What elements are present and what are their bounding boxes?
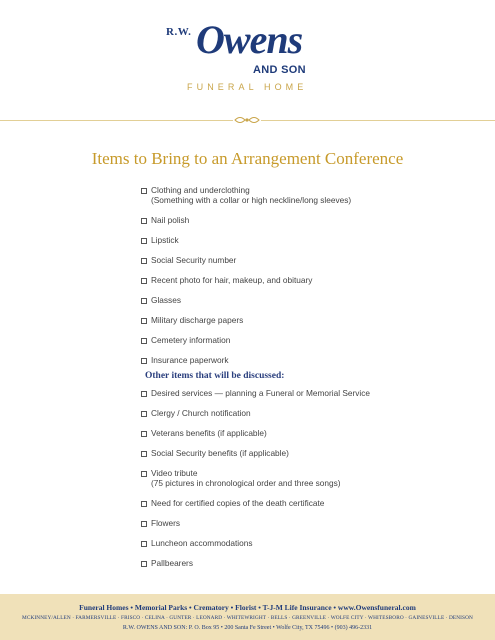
checklist-item	[141, 355, 441, 365]
checklist-item-text: Glasses	[151, 295, 181, 305]
checklist-item	[141, 335, 441, 345]
checklist-item-text: Veterans benefits (if applicable)	[151, 428, 267, 438]
checklist-item	[141, 215, 441, 225]
items-discussed-list	[141, 388, 441, 568]
logo-funeral-home: FUNERAL HOME	[187, 82, 308, 92]
checklist-item-subtext: (75 pictures in chronological order and three songs)	[151, 478, 341, 488]
checklist-item-text: Luncheon accommodations	[151, 538, 253, 548]
checkbox-icon	[141, 501, 147, 507]
checklist-item-text: Clothing and underclothing	[151, 185, 250, 195]
checklist-item	[141, 448, 441, 458]
checkbox-icon	[141, 278, 147, 284]
checklist-item-text: Social Security benefits (if applicable)	[151, 448, 289, 458]
checkbox-icon	[141, 218, 147, 224]
checklist-item	[141, 388, 441, 398]
checklist-item-text: Need for certified copies of the death certificate	[151, 498, 325, 508]
checklist-item	[141, 295, 441, 305]
checkbox-icon	[141, 338, 147, 344]
checkbox-icon	[141, 258, 147, 264]
checkbox-icon	[141, 358, 147, 364]
checklist-item-text: Recent photo for hair, makeup, and obituary	[151, 275, 313, 285]
checklist-item	[141, 538, 441, 548]
checklist-item-text: Clergy / Church notification	[151, 408, 251, 418]
checklist-item	[141, 185, 441, 205]
checklist-item-text: Flowers	[151, 518, 181, 528]
checklist-item	[141, 235, 441, 245]
checkbox-icon	[141, 318, 147, 324]
checklist-item	[141, 498, 441, 508]
checkbox-icon	[141, 188, 147, 194]
checklist-item-subtext: (Something with a collar or high neckline/long sleeves)	[151, 195, 352, 205]
logo-rw: R.W.	[166, 26, 192, 38]
checklist-item	[141, 468, 441, 488]
checklist-item	[141, 275, 441, 285]
checkbox-icon	[141, 298, 147, 304]
checkbox-icon	[141, 561, 147, 567]
checklist-item-text: Pallbearers	[151, 558, 193, 568]
checklist-item	[141, 408, 441, 418]
checklist-item	[141, 315, 441, 325]
checklist-item-text: Nail polish	[151, 215, 190, 225]
checklist-item	[141, 518, 441, 528]
logo-and-son: AND SON	[253, 64, 306, 76]
checklist-item-text: Military discharge papers	[151, 315, 244, 325]
checkbox-icon	[141, 431, 147, 437]
checklist-item	[141, 428, 441, 438]
checkbox-icon	[141, 521, 147, 527]
checklist-item-text: Video tribute	[151, 468, 198, 478]
footer-services: Funeral Homes • Memorial Parks • Crematory • Florist • T-J-M Life Insurance • www.Owensfuneral.com	[79, 603, 416, 612]
checkbox-icon	[141, 411, 147, 417]
checklist-item-text: Insurance paperwork	[151, 355, 229, 365]
checklist-item	[141, 255, 441, 265]
checkbox-icon	[141, 451, 147, 457]
logo-owens: Owens	[196, 17, 303, 62]
footer	[0, 594, 495, 640]
footer-locations: MCKINNEY/ALLEN · FARMERSVILLE · FRISCO · CELINA · GUNTER · LEONARD · WHITEWRIGHT · BELLS · GREENVILLE · WOLFE CITY · WHITESBORO · GAINESVILLE · DENISON	[22, 615, 473, 621]
divider-ornament-icon	[233, 114, 261, 126]
items-to-bring-list	[141, 185, 441, 365]
checkbox-icon	[141, 541, 147, 547]
checklist-item-text: Cemetery information	[151, 335, 231, 345]
checkbox-icon	[141, 238, 147, 244]
checklist-item-text: Desired services — planning a Funeral or Memorial Service	[151, 388, 371, 398]
checklist	[141, 185, 441, 578]
checklist-item	[141, 558, 441, 568]
checklist-item-text: Social Security number	[151, 255, 237, 265]
checkbox-icon	[141, 391, 147, 397]
company-logo	[0, 17, 495, 102]
section-heading-other: Other items that will be discussed:	[145, 371, 285, 381]
footer-address: R.W. OWENS AND SON: P. O. Box 95 • 200 Santa Fe Street • Wolfe City, TX 75496 • (903) 496-2331	[122, 625, 373, 631]
page-title: Items to Bring to an Arrangement Conference	[91, 149, 404, 168]
checklist-item-text: Lipstick	[151, 235, 179, 245]
checkbox-icon	[141, 471, 147, 477]
